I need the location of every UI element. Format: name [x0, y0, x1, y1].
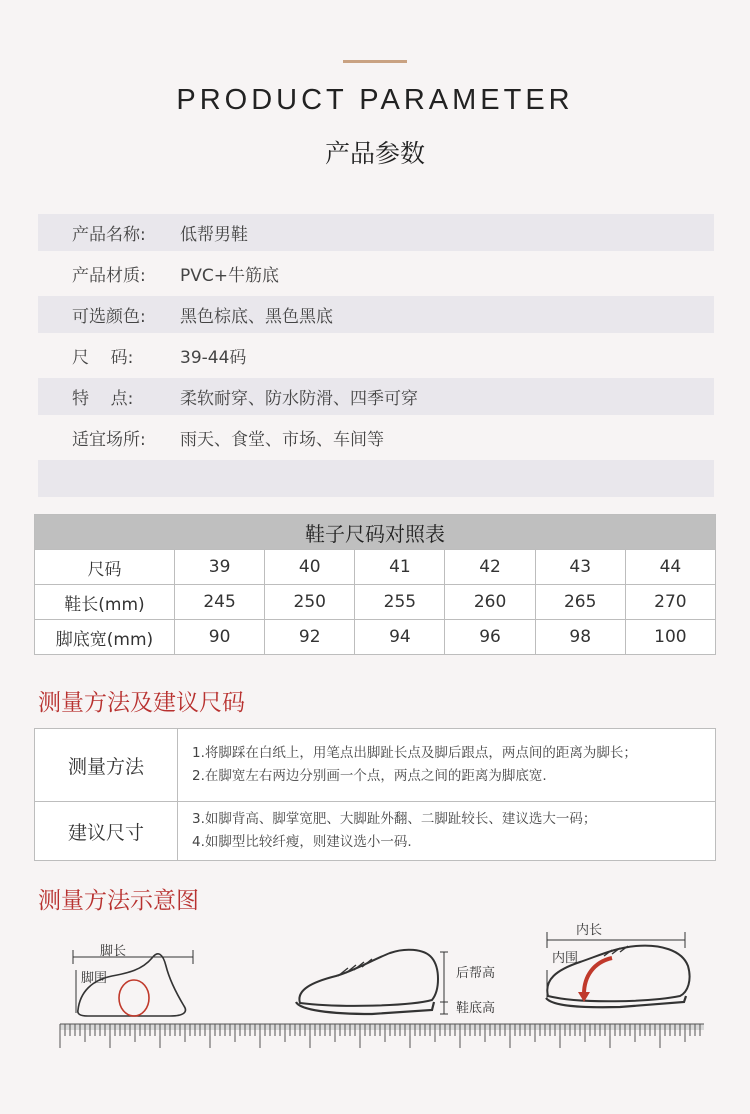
param-label: 产品材质:: [72, 266, 146, 286]
table-cell: 43: [535, 550, 625, 585]
measure-section-heading: 测量方法及建议尺码: [38, 690, 245, 716]
table-cell: 260: [445, 585, 535, 620]
measure-line: 4.如脚型比较纤瘦，则建议选小一码.: [192, 834, 412, 850]
shoe-cutaway-illustration: [546, 932, 690, 1007]
table-row: [35, 585, 716, 620]
size-chart-table: [34, 514, 716, 655]
sole-height-label: 鞋底高: [456, 1001, 496, 1016]
param-label: 尺 码:: [72, 348, 134, 368]
param-row: [38, 419, 714, 456]
param-label: 可选颜色:: [72, 307, 146, 327]
measure-label: 测量方法: [35, 729, 178, 802]
param-row: [38, 255, 714, 292]
measure-content: [178, 729, 716, 802]
product-params: [38, 214, 714, 501]
param-value: 低帮男鞋: [180, 225, 248, 245]
table-cell: 250: [265, 585, 355, 620]
foot-girth-label: 脚围: [81, 971, 108, 986]
inner-girth-label: 内围: [552, 951, 579, 966]
row-header: 尺码: [35, 550, 175, 585]
table-cell: 255: [355, 585, 445, 620]
title-accent-line: [343, 60, 407, 63]
param-row-empty: [38, 460, 714, 497]
measure-line: 1.将脚踩在白纸上，用笔点出脚趾长点及脚后跟点，两点间的距离为脚长；: [192, 745, 637, 761]
row-header: 鞋长(mm): [35, 585, 175, 620]
foot-length-label: 脚长: [100, 944, 127, 959]
height-markers: [440, 952, 448, 1014]
param-label: 产品名称:: [72, 225, 146, 245]
measure-table: [34, 728, 716, 861]
measurement-diagram: [0, 910, 750, 1060]
row-header: 脚底宽(mm): [35, 620, 175, 655]
table-cell: 92: [265, 620, 355, 655]
table-cell: 94: [355, 620, 445, 655]
shoe-side-illustration: [296, 950, 438, 1014]
measure-line: 3.如脚背高、脚掌宽肥、大脚趾外翻、二脚趾较长、建议选大一码；: [192, 811, 597, 827]
diagram-section-heading: 测量方法示意图: [38, 888, 199, 914]
table-cell: 265: [535, 585, 625, 620]
param-label: 特 点:: [72, 389, 134, 409]
inner-length-label: 内长: [576, 923, 603, 938]
param-row: [38, 378, 714, 415]
measure-content: [178, 802, 716, 861]
param-row: [38, 214, 714, 251]
param-label: 适宜场所:: [72, 430, 146, 450]
table-cell: 41: [355, 550, 445, 585]
table-row: [35, 550, 716, 585]
table-cell: 96: [445, 620, 535, 655]
size-chart-caption: 鞋子尺码对照表: [35, 515, 716, 550]
table-cell: 44: [625, 550, 715, 585]
measure-line: 2.在脚宽左右两边分别画一个点，两点之间的距离为脚底宽.: [192, 768, 547, 784]
inner-girth-arrow: [584, 958, 612, 994]
table-cell: 39: [175, 550, 265, 585]
param-value: 黑色棕底、黑色黑底: [180, 307, 333, 327]
page-title-cn: 产品参数: [324, 139, 425, 168]
heel-height-label: 后帮高: [456, 966, 496, 981]
table-cell: 270: [625, 585, 715, 620]
param-row: [38, 296, 714, 333]
param-value: PVC+牛筋底: [180, 266, 279, 286]
table-row: [35, 802, 716, 861]
table-cell: 90: [175, 620, 265, 655]
table-cell: 40: [265, 550, 355, 585]
table-cell: 100: [625, 620, 715, 655]
param-row: [38, 337, 714, 374]
table-row: [35, 729, 716, 802]
table-cell: 42: [445, 550, 535, 585]
param-value: 39-44码: [180, 348, 247, 368]
girth-circle: [119, 980, 149, 1016]
param-value: 柔软耐穿、防水防滑、四季可穿: [180, 389, 418, 409]
measure-label: 建议尺寸: [35, 802, 178, 861]
table-cell: 245: [175, 585, 265, 620]
ruler: [60, 1024, 704, 1048]
page-title-en: PRODUCT PARAMETER: [176, 84, 574, 116]
param-value: 雨天、食堂、市场、车间等: [180, 430, 384, 450]
table-cell: 98: [535, 620, 625, 655]
table-row: [35, 620, 716, 655]
